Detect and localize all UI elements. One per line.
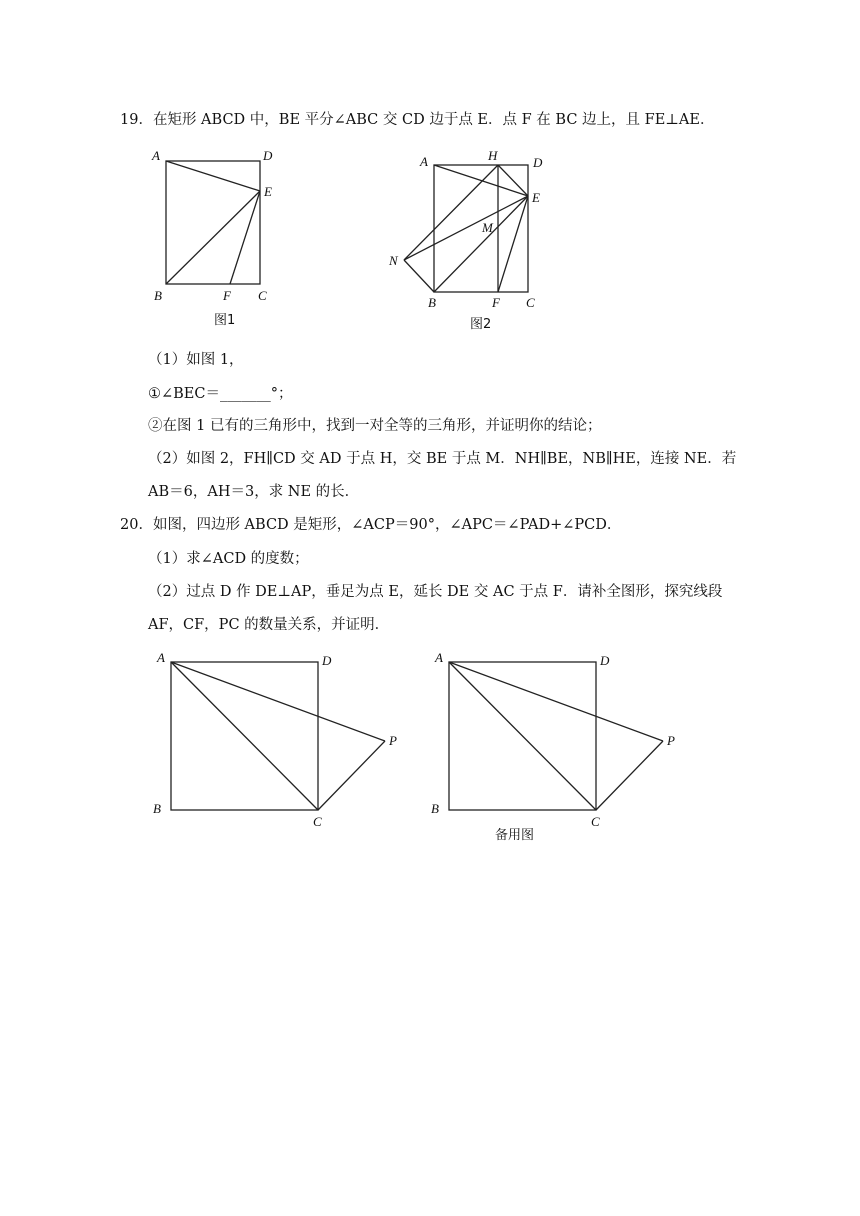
q20-stem: 20．如图，四边形 ABCD 是矩形，∠ACP＝90°，∠APC＝∠PAD+∠PCD． bbox=[120, 517, 622, 533]
q20-part2-line2: AF，CF，PC 的数量关系，并证明． bbox=[148, 617, 390, 633]
spare-label-p: P bbox=[667, 733, 675, 748]
q20-part2-line1: （2）过点 D 作 DE⊥AP，垂足为点 E，延长 DE 交 AC 于点 F．请补全图形，探究线段 bbox=[148, 584, 723, 600]
spare-label-d: D bbox=[600, 653, 610, 668]
q20-label-a: A bbox=[157, 650, 165, 665]
q20-spare-figure bbox=[423, 645, 683, 845]
spare-label-c: C bbox=[591, 814, 600, 829]
q20-label-b: B bbox=[153, 801, 161, 816]
q19-part1-q1: ①∠BEC＝_______°； bbox=[148, 386, 293, 402]
fig1-segment-be bbox=[166, 191, 260, 284]
fig2-rectangle bbox=[434, 165, 528, 292]
fig2-label-a: A bbox=[420, 154, 428, 169]
fig2-segment-be bbox=[434, 196, 528, 292]
fig1-label-c: C bbox=[258, 288, 267, 303]
fig2-label-h: H bbox=[488, 148, 498, 163]
q20-segment-ap bbox=[171, 662, 385, 741]
fig2-label-b: B bbox=[428, 295, 436, 310]
fig2-label-n: N bbox=[389, 253, 398, 268]
fig1-caption: 图1 bbox=[214, 313, 236, 328]
fig1-label-a: A bbox=[152, 148, 160, 163]
q19-part2-line1: （2）如图 2，FH∥CD 交 AD 于点 H，交 BE 于点 M．NH∥BE，NB∥HE，连接 NE．若 bbox=[148, 451, 737, 467]
q20-label-d: D bbox=[322, 653, 332, 668]
fig2-caption: 图2 bbox=[470, 317, 492, 332]
q19-part1-head: （1）如图 1， bbox=[148, 352, 244, 368]
q20-figure bbox=[145, 645, 405, 835]
fig1-label-b: B bbox=[154, 288, 162, 303]
spare-segment-cp bbox=[596, 741, 663, 810]
q20-segment-ac bbox=[171, 662, 318, 810]
spare-label-b: B bbox=[431, 801, 439, 816]
spare-segment-ac bbox=[449, 662, 596, 810]
fig2-segment-ne bbox=[404, 196, 528, 260]
q19-part1-q2: ②在图 1 已有的三角形中，找到一对全等的三角形，并证明你的结论； bbox=[148, 418, 602, 434]
fig1-segment-ae bbox=[166, 161, 260, 191]
fig1-label-e: E bbox=[264, 184, 272, 199]
fig1-label-f: F bbox=[223, 288, 231, 303]
q19-figure-2 bbox=[380, 140, 560, 340]
q19-figure-1 bbox=[140, 140, 300, 340]
q20-label-p: P bbox=[389, 733, 397, 748]
fig2-segment-nb bbox=[404, 260, 434, 292]
spare-label-a: A bbox=[435, 650, 443, 665]
fig1-label-d: D bbox=[263, 148, 273, 163]
fig2-label-c: C bbox=[526, 295, 535, 310]
fig2-segment-nh bbox=[404, 165, 498, 260]
q20-segment-cp bbox=[318, 741, 385, 810]
q19-stem: 19．在矩形 ABCD 中，BE 平分∠ABC 交 CD 边于点 E．点 F 在 BC 边上，且 FE⊥AE． bbox=[120, 112, 715, 128]
fig2-label-e: E bbox=[532, 190, 540, 205]
spare-segment-ap bbox=[449, 662, 663, 741]
fig2-label-m: M bbox=[482, 220, 493, 235]
fig2-label-f: F bbox=[492, 295, 500, 310]
q20-label-c: C bbox=[313, 814, 322, 829]
spare-caption: 备用图 bbox=[495, 828, 535, 843]
q20-part1: （1）求∠ACD 的度数； bbox=[148, 551, 309, 567]
fig2-label-d: D bbox=[533, 155, 543, 170]
fig1-rectangle bbox=[166, 161, 260, 284]
q19-part2-line2: AB＝6，AH＝3，求 NE 的长． bbox=[148, 484, 360, 500]
